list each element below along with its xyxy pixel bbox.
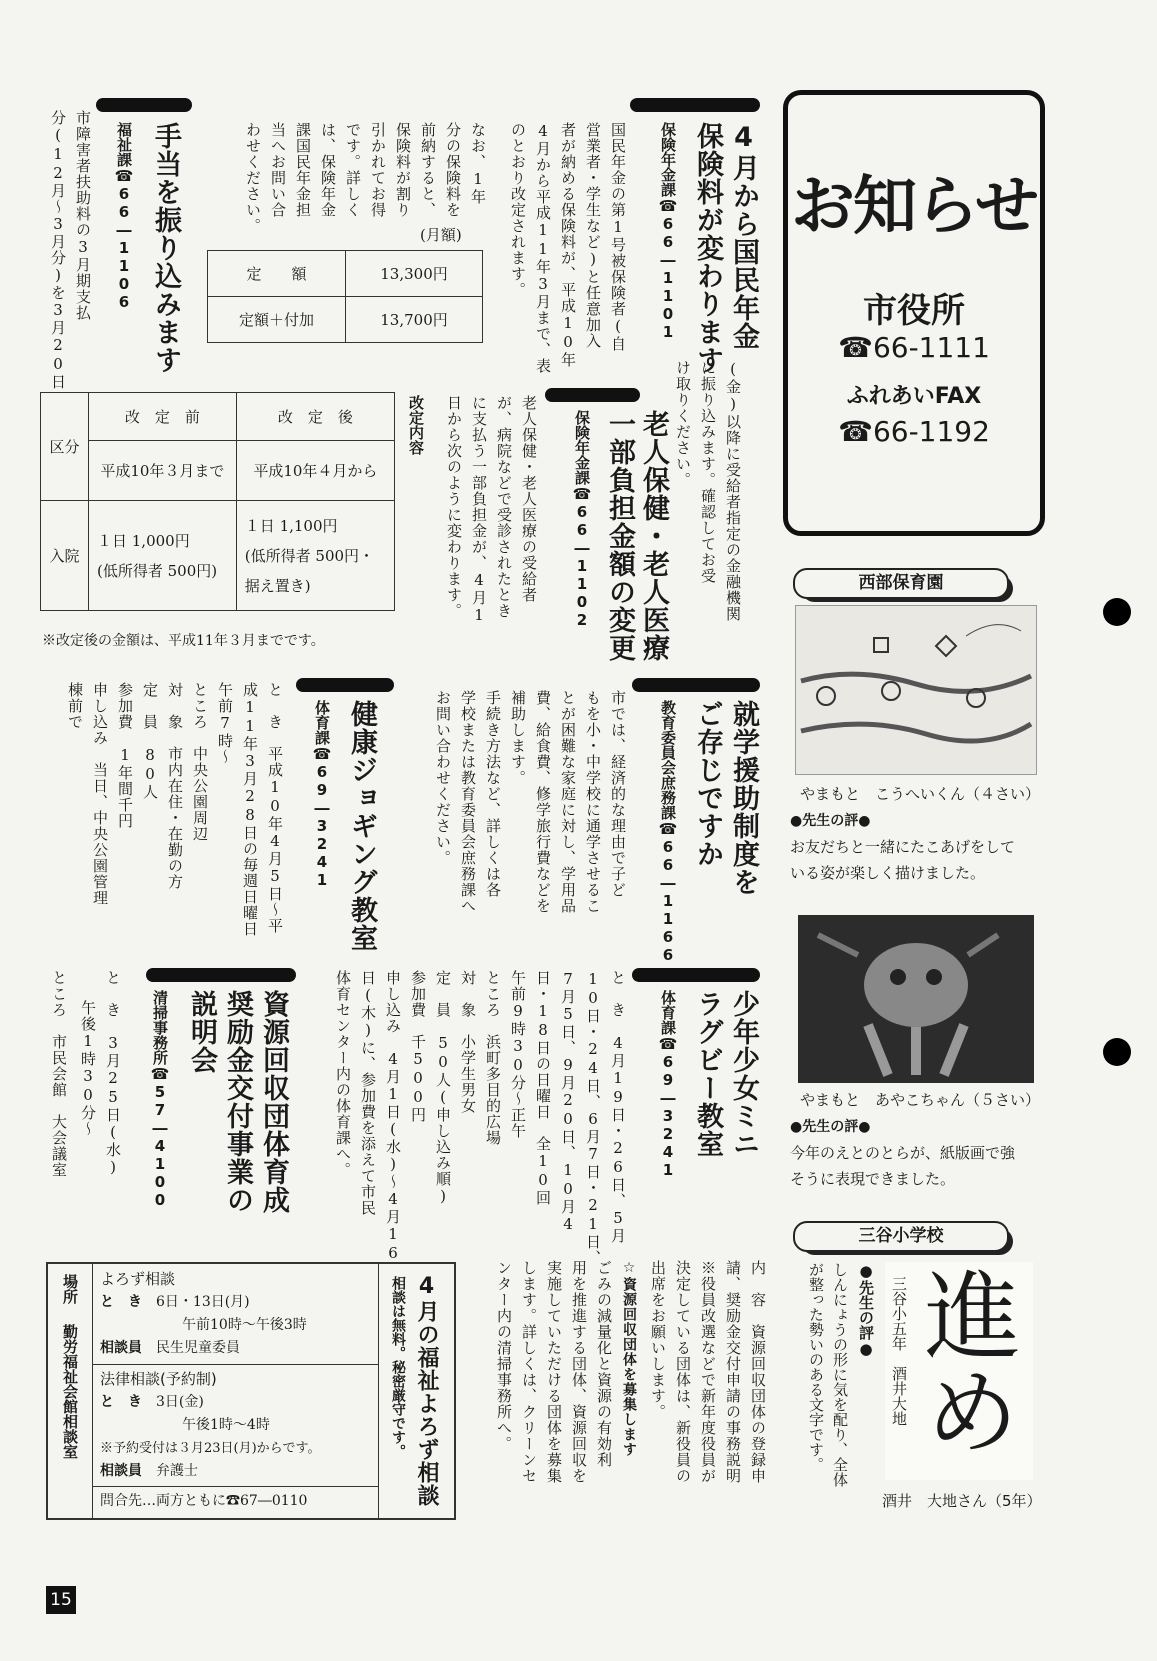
table-col-label: 区分 [41, 393, 89, 501]
jogging-body-line: 午前7時～ [216, 682, 234, 765]
recycling-bar [146, 968, 296, 982]
legal-staff: 弁護士 [156, 1463, 198, 1479]
rugby-body-line: 日・18日の日曜日 全10回 [534, 970, 552, 1206]
elderly-body-line: に支払う一部負担金が、4月1 [470, 395, 488, 625]
jogging-dept: 体育課☎69―3241 [313, 700, 331, 889]
allowance-dept: 福祉課☎66―1106 [115, 122, 133, 311]
kite-drawing-art [796, 606, 1036, 774]
table-period-before: 平成10年３月まで [89, 441, 237, 501]
school-aid-body-line: 学校または教育委員会庶務課へ [459, 690, 477, 914]
school-aid-body-line: とが困難な家庭に対し、学用品 [559, 690, 577, 914]
item2-comment-1: 今年のえとのとらが、紙版画で強 [790, 1144, 1016, 1162]
kite-drawing [795, 605, 1037, 775]
recycling-content-line: 出席をお願いします。 [649, 1260, 667, 1420]
pension-bar [630, 98, 760, 112]
rugby-body-line: 対 象 小学生男女 [459, 970, 477, 1114]
allowance-heading: 手当を振り込みます [150, 122, 181, 374]
allowance-body-line: 分(12月～3月分)を3月20日 [49, 110, 67, 390]
consult-box [46, 1262, 456, 1520]
legal-title: 法律相談(予約制) [100, 1370, 217, 1388]
elderly-table [40, 392, 395, 611]
consult-subtitle: 相談は無料。秘密厳守です。 [390, 1276, 406, 1458]
allowance-body-line: 市障害者扶助料の3月期支払 [74, 110, 92, 321]
fax-number: ☎66-1192 [838, 415, 990, 448]
jogging-bar [296, 678, 394, 692]
pension-row-value: 13,300円 [346, 251, 483, 297]
jogging-body-line: と き 平成10年4月5日～平 [266, 682, 284, 934]
elderly-body-line: 老人保健・老人医療の受給者 [520, 395, 538, 603]
recycling-body-line: ところ 市民会館 大会議室 [50, 970, 68, 1178]
recycling-content-line: ンター内の清掃事務所へ。 [495, 1260, 513, 1452]
item2-comment-label: ●先生の評● [790, 1119, 871, 1135]
item1-comment-1: お友だちと一緒にたこあげをして [790, 838, 1016, 856]
notice-box [783, 90, 1045, 536]
table-row-label: 入院 [41, 501, 89, 611]
elderly-table-caption: 改定内容 [407, 395, 425, 455]
pension-body-line: 4月から平成11年3月まで、表 [534, 122, 552, 374]
school-label: 三谷小学校 [793, 1221, 1009, 1252]
pension-row-label: 定 額 [208, 251, 346, 297]
legal-when-label: と き [100, 1394, 142, 1410]
recycling-body-line: と き 3月25日(水) [104, 970, 122, 1177]
elderly-bar [545, 388, 640, 402]
elderly-heading-2: 一部負担金額の変更 [604, 410, 635, 662]
pension-heading-2: 保険料が変わります [692, 122, 723, 374]
elderly-heading-1: 老人保健・老人医療 [638, 410, 669, 662]
general-staff-label: 相談員 [100, 1340, 142, 1356]
item2-comment-2: そうに表現できました。 [790, 1170, 956, 1188]
recycling-content-line: 請、奨励金交付申請の事務説明 [724, 1260, 742, 1484]
calligraphy [885, 1262, 1033, 1480]
item1-caption: やまもと こうへいくん（４さい） [800, 785, 1041, 803]
inpatient-before-2: (低所得者 500円) [97, 561, 218, 580]
inpatient-before-1: １日 1,000円 [97, 531, 190, 550]
pension-body-line: 国民年金の第1号被保険者(自 [609, 122, 627, 352]
inpatient-after-1: １日 1,100円 [244, 516, 338, 535]
recycling-body-line: 午後1時30分～ [79, 1000, 97, 1137]
pension-body-line: のとおり改定されます。 [509, 122, 527, 298]
jogging-body-line: 定 員 80人 [141, 682, 159, 800]
pension-row-label: 定額＋付加 [208, 297, 346, 343]
recycling-content-line: ☆資源回収団体を募集します [621, 1260, 637, 1457]
table-before-header: 改 定 前 [89, 393, 237, 441]
venue-label: 場所 [61, 1274, 79, 1304]
binder-hole-bottom [1103, 1038, 1131, 1066]
elderly-note: ※改定後の金額は、平成11年３月までです。 [42, 633, 325, 649]
allowance-bar [96, 98, 192, 112]
recycling-heading-3: 説明会 [186, 990, 217, 1074]
table-after-header: 改 定 後 [236, 393, 394, 441]
rugby-heading-1: 少年少女ミニ [728, 990, 759, 1158]
pension-body-line: 者が納める保険料が、平成10年 [559, 122, 577, 368]
school-aid-bar [632, 678, 760, 692]
rugby-body-line: 10日・24日、6月7日・21日、 [584, 970, 602, 1266]
item2-caption: やまもと あやこちゃん（５さい） [800, 1091, 1041, 1109]
jogging-heading: 健康ジョギング教室 [346, 700, 377, 952]
item3-comment-2: が整った勢いのある文字です。 [807, 1262, 825, 1472]
rugby-body-line: 体育センター内の体育課へ。 [334, 970, 352, 1178]
rugby-body-line: と き 4月19日・26日、5月 [609, 970, 627, 1244]
pension-body-line: 前納すると、 [419, 122, 437, 218]
calligraphy-main: 進め [909, 1266, 1021, 1458]
school-aid-heading-1: 就学援助制度を [728, 700, 759, 896]
rugby-body-line: 定 員 50人(申し込み順) [434, 970, 452, 1206]
consult-contents [92, 1264, 379, 1518]
rugby-body-line: 日(木)に、参加費を添えて市民 [359, 970, 377, 1216]
page-number: 15 [46, 1586, 76, 1614]
item3-caption: 酒井 大地さん（5年） [882, 1492, 1042, 1510]
allowance-body-line: (金)以降に受給者指定の金融機関 [724, 360, 742, 622]
school-aid-heading-2: ご存じですか [692, 700, 723, 868]
pension-heading-1: 4月から国民年金 [728, 122, 759, 350]
pension-body-line: 当へお問い合 [269, 122, 287, 218]
binder-hole-top [1103, 598, 1131, 626]
legal-staff-label: 相談員 [100, 1463, 142, 1479]
rugby-body-line: 申し込み 4月1日(水)～4月16 [384, 970, 402, 1263]
pension-dept: 保険年金課☎66―1101 [659, 122, 677, 341]
pension-table [207, 250, 483, 343]
pension-body-line: 保険料が割り [394, 122, 412, 218]
allowance-body-line: け取りください。 [674, 360, 692, 488]
rugby-dept: 体育課☎69―3241 [659, 990, 677, 1179]
rugby-body-line: 午前9時30分～正午 [509, 970, 527, 1139]
table-inpatient-before [89, 501, 237, 611]
jogging-body-line: ところ 中央公園周辺 [191, 682, 209, 842]
elderly-dept: 保険年金課☎66―1102 [573, 410, 591, 629]
school-aid-body-line: もを小・中学校に通学させるこ [584, 690, 602, 914]
tiger-print-art [798, 915, 1034, 1083]
pension-body-line: 営業者・学生など)と任意加入 [584, 122, 602, 349]
recycling-dept: 清掃事務所☎57―4100 [151, 990, 169, 1209]
elderly-body-line: が、病院などで受診されたとき [495, 395, 513, 619]
pension-body-line: 課国民年金担 [294, 122, 312, 218]
venue-cell [48, 1264, 93, 1518]
recycling-content-line: 実施していただける団体を募集 [545, 1260, 563, 1484]
rugby-heading-2: ラグビー教室 [692, 990, 723, 1158]
recycling-content-line: 決定している団体は、新役員の [674, 1260, 692, 1484]
pension-body-line: わせください。 [244, 122, 262, 234]
general-when: 6日・13日(月) [156, 1294, 250, 1310]
recycling-content-line: します。詳しくは、クリーンセ [520, 1260, 538, 1484]
general-staff: 民生児童委員 [156, 1340, 240, 1356]
rugby-bar [632, 968, 760, 982]
school-aid-body-line: お問い合わせください。 [434, 690, 452, 866]
school-aid-body-line: 市では、経済的な理由で子ど [609, 690, 627, 898]
jogging-body-line: 棟前で [66, 682, 84, 730]
general-time: 午前10時～午後3時 [182, 1317, 307, 1333]
rugby-body-line: 参加費 千500円 [409, 970, 427, 1123]
pension-body-line: 分の保険料を [444, 122, 462, 218]
recycling-content-line: 内 容 資源回収団体の登録申 [749, 1260, 767, 1484]
venue-name: 勤労福祉会館相談室 [61, 1324, 79, 1459]
item1-comment-label: ●先生の評● [790, 813, 871, 829]
nursery-label: 西部保育園 [793, 568, 1009, 599]
rugby-body-line: 7月5日、9月20日、10月4 [559, 970, 577, 1234]
inpatient-after-3: 据え置き) [244, 576, 311, 595]
school-aid-dept: 教育委員会庶務課☎66―1166 [659, 700, 677, 964]
recycling-content-line: ごみの減量化と資源の有効利 [595, 1260, 613, 1468]
fax-label: ふれあいFAX [846, 384, 982, 409]
notice-title: お知らせ [790, 170, 1038, 244]
item3-comment-label: ●先生の評● [857, 1262, 875, 1358]
recycling-content-line: ※役員改選などで新年度役員が [699, 1260, 717, 1484]
legal-when: 3日(金) [156, 1394, 204, 1410]
consult-title: 4月の福祉よろず相談 [414, 1274, 439, 1507]
jogging-body-line: 成11年3月28日の毎週日曜日 [241, 682, 259, 937]
city-hall-label: 市役所 [863, 291, 965, 331]
recycling-heading-2: 奨励金交付事業の [222, 990, 253, 1214]
recycling-heading-1: 資源回収団体育成 [258, 990, 289, 1214]
elderly-body-line: 日から次のように変わります。 [445, 395, 463, 619]
pension-body-line: 引かれてお得 [369, 122, 387, 218]
school-aid-body-line: 補助します。 [509, 690, 527, 786]
pension-table-unit: (月額) [420, 226, 462, 244]
tiger-print [798, 915, 1034, 1083]
calligraphy-side: 三谷小五年 酒井大地 [890, 1276, 908, 1426]
item3-comment-1: しんにょうの形に気を配り、全体 [831, 1262, 849, 1487]
school-aid-body-line: 費、給食費、修学旅行費などを [534, 690, 552, 914]
table-period-after: 平成10年４月から [236, 441, 394, 501]
legal-time: 午後1時～4時 [182, 1417, 270, 1433]
jogging-body-line: 対 象 市内在住・在勤の方 [166, 682, 184, 890]
jogging-body-line: 申し込み 当日、中央公園管理 [91, 682, 109, 906]
rugby-body-line: ところ 浜町多目的広場 [484, 970, 502, 1146]
table-inpatient-after [236, 501, 394, 611]
city-hall-phone: ☎66-1111 [838, 331, 990, 364]
school-aid-body-line: 手続き方法など、詳しくは各 [484, 690, 502, 898]
general-title: よろず相談 [100, 1270, 176, 1288]
item1-comment-2: いる姿が楽しく描けました。 [790, 864, 986, 882]
inpatient-after-2: (低所得者 500円・ [244, 546, 375, 565]
pension-body-line: です。詳しく [344, 122, 362, 218]
pension-body-line: なお、1年 [469, 122, 487, 205]
recycling-content-line: 用を推進する団体、資源回収を [570, 1260, 588, 1484]
general-when-label: と き [100, 1294, 142, 1310]
allowance-body-line: に振り込みます。確認してお受 [699, 360, 717, 584]
pension-row-value: 13,700円 [346, 297, 483, 343]
consult-contact: 問合先…両方ともに☎67―0110 [100, 1493, 308, 1509]
legal-note: ※予約受付は３月23日(月)からです。 [100, 1441, 321, 1456]
pension-body-line: は、保険年金 [319, 122, 337, 218]
jogging-body-line: 参加費 1年間千円 [116, 682, 134, 829]
